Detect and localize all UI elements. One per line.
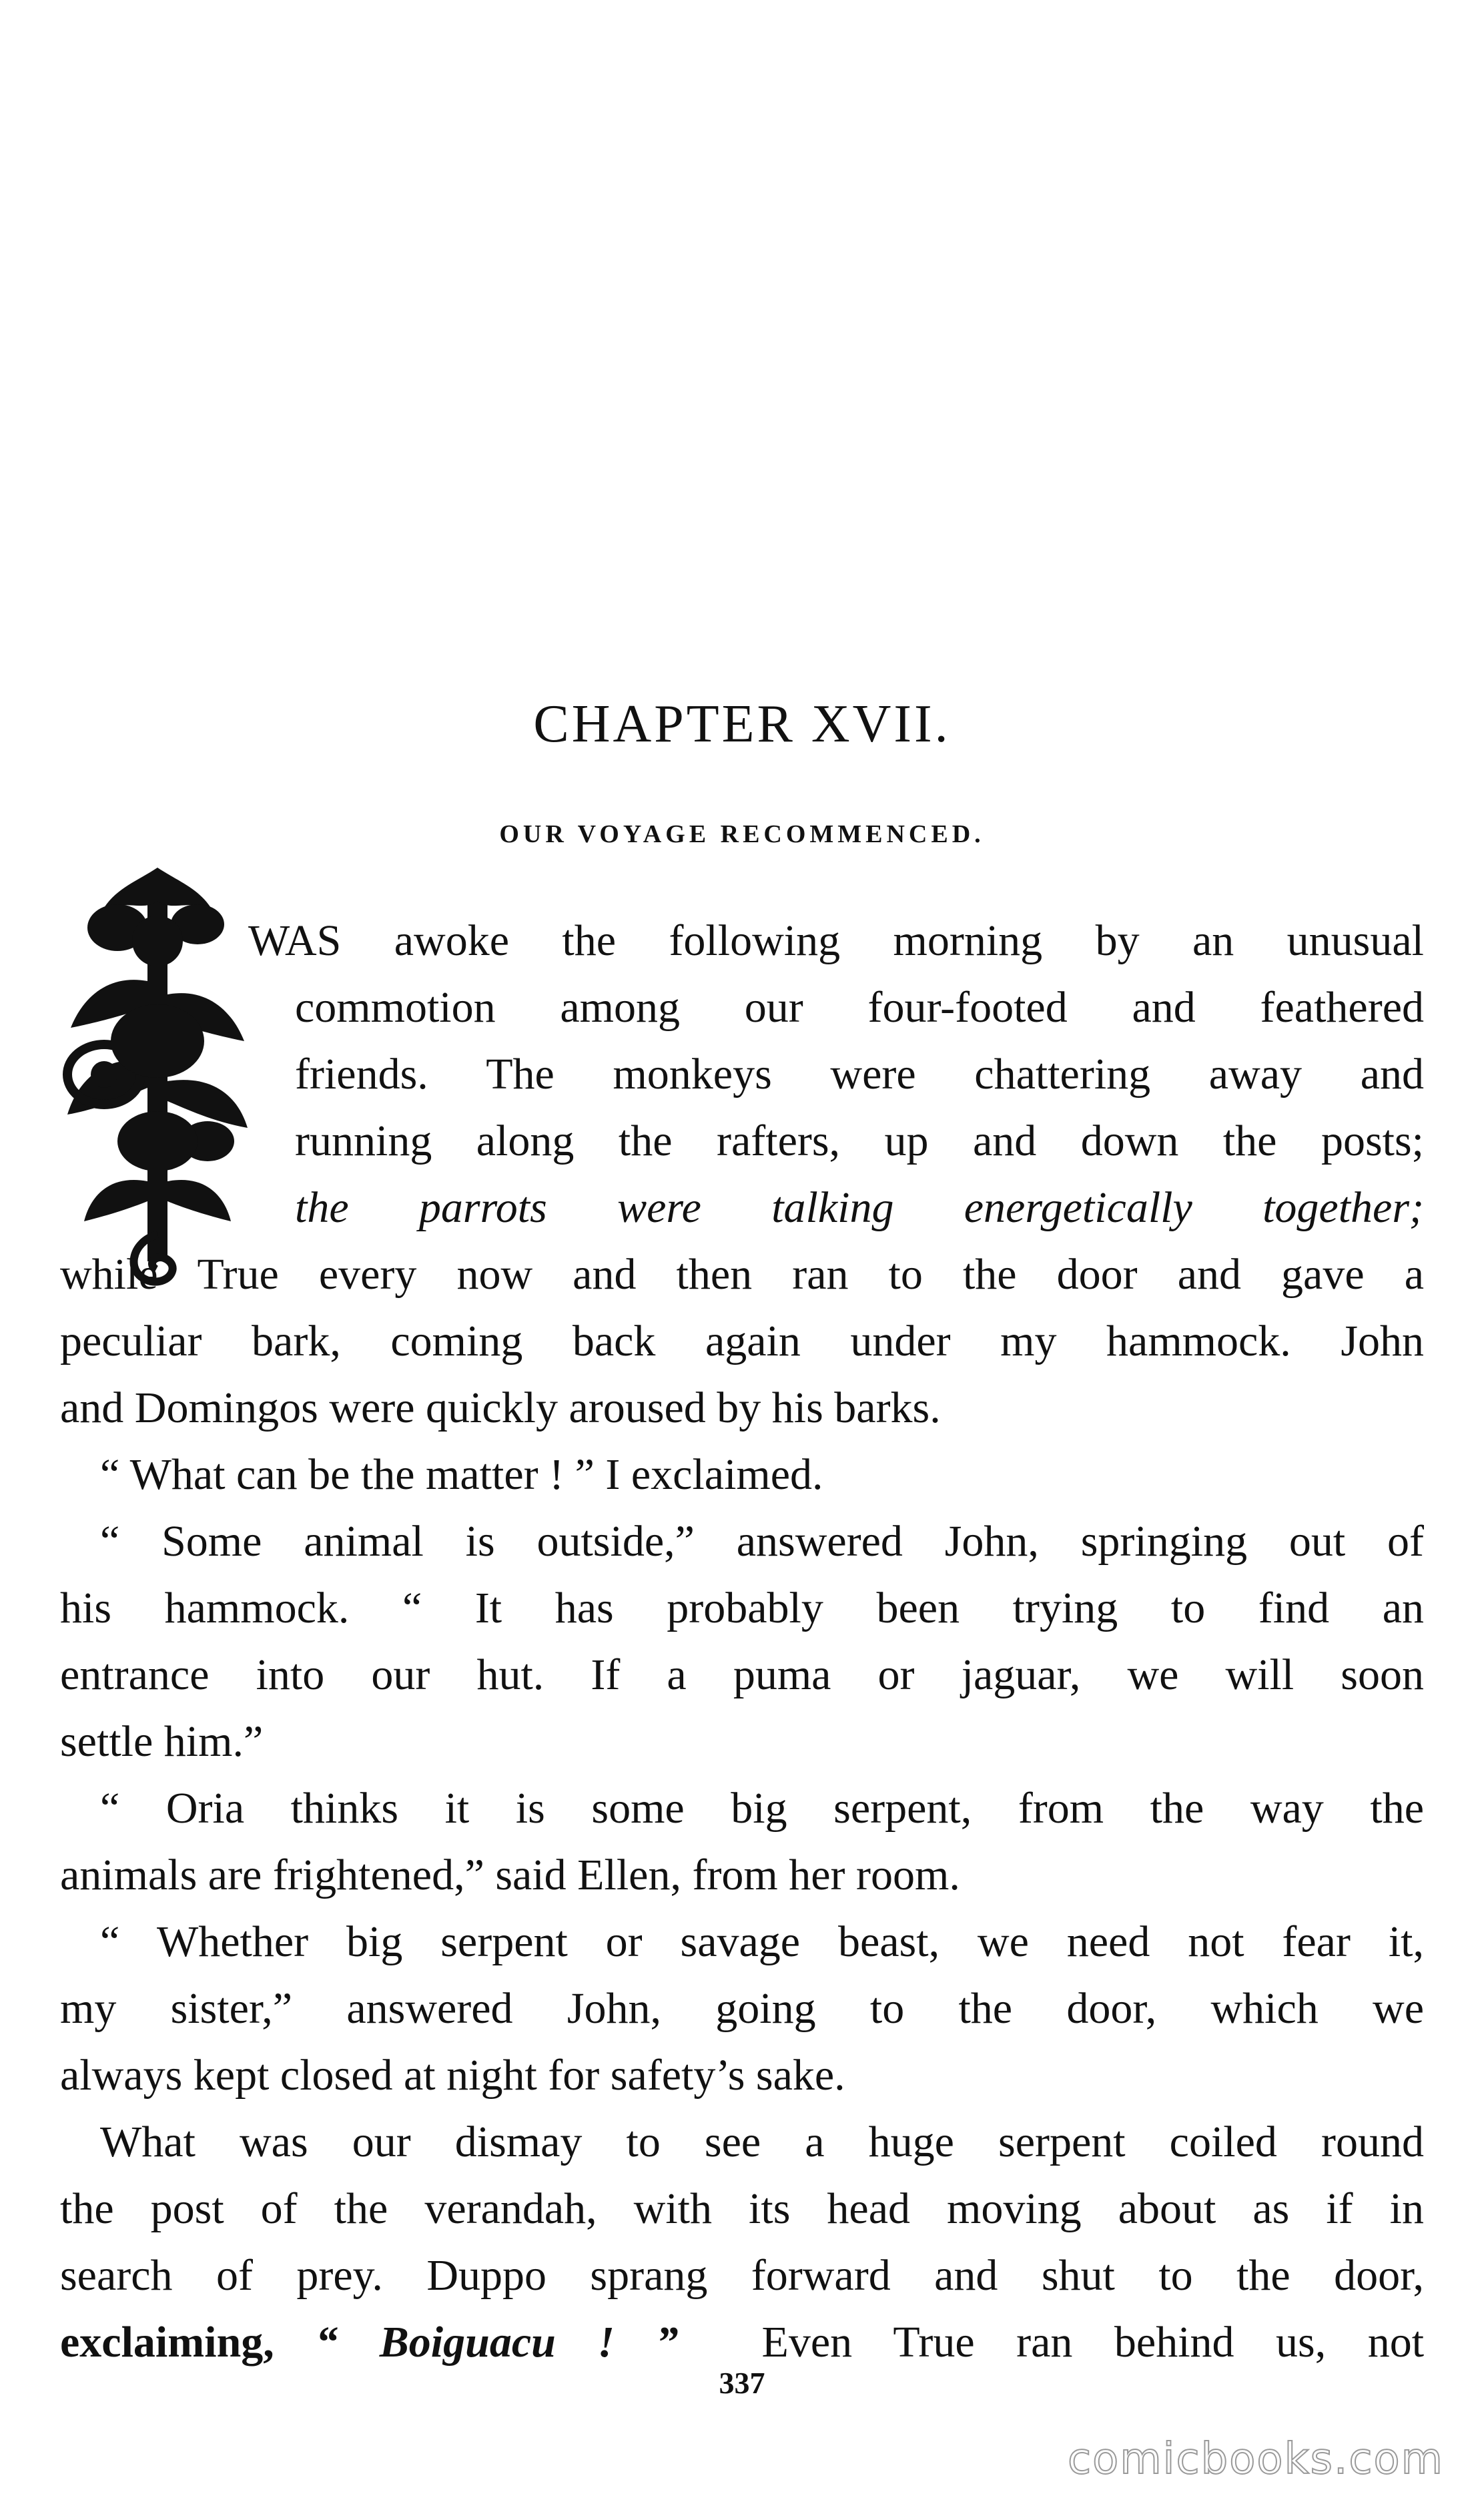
paragraph-4 — [60, 1775, 1424, 1909]
text-fragment: Even True ran behind us, not — [761, 2318, 1425, 2367]
chapter-subtitle: OUR VOYAGE RECOMMENCED. — [499, 820, 985, 848]
text-line: What was our dismay to see a huge serpent coiled round — [100, 2118, 1424, 2166]
text-fragment: exclaiming, — [60, 2318, 274, 2367]
text-line: settle him.” — [60, 1717, 264, 1766]
text-line: entrance into our hut. If a puma or jaguar, we will soon — [60, 1650, 1424, 1699]
text-line: search of prey. Duppo sprang forward and shut to the door, — [60, 2251, 1424, 2300]
watermark-logo: comicbooks.com — [1067, 2435, 1444, 2484]
paragraph-3 — [60, 1508, 1424, 1775]
text-line: WAS awoke the following morning by an unusual — [248, 916, 1424, 965]
paragraph-1 — [60, 908, 1424, 1442]
chapter-title: CHAPTER XVII. — [533, 695, 951, 753]
paragraph-5 — [60, 1909, 1424, 2109]
text-line: always kept closed at night for safety’s sake. — [60, 2051, 845, 2100]
text-line: while True every now and then ran to the door and gave a — [60, 1250, 1424, 1299]
text-line: animals are frightened,” said Ellen, from her room. — [60, 1851, 960, 1899]
text-line: and Domingos were quickly aroused by his barks. — [60, 1383, 941, 1432]
page-number: 337 — [719, 2366, 765, 2400]
text-line: “ Oria thinks it is some big serpent, from the way the — [100, 1784, 1424, 1833]
paragraph-2 — [60, 1442, 1424, 1508]
text-line: “ What can be the matter ! ” I exclaimed. — [100, 1450, 823, 1499]
text-line: “ Some animal is outside,” answered John, springing out of — [100, 1517, 1424, 1566]
text-line: commotion among our four-footed and feathered — [295, 983, 1424, 1032]
text-line: running along the rafters, up and down the posts; — [295, 1117, 1424, 1165]
paragraph-6 — [60, 2109, 1424, 2376]
text-line: the post of the verandah, with its head moving about as if in — [60, 2184, 1424, 2233]
text-line: his hammock. “ It has probably been trying to find an — [60, 1584, 1424, 1632]
text-line: my sister,” answered John, going to the door, which we — [60, 1984, 1424, 2033]
text-line: the parrots were talking energetically together; — [295, 1183, 1424, 1232]
text-line: friends. The monkeys were chattering away and — [295, 1050, 1424, 1099]
italic-word: “ Boiguacu ! ” — [316, 2318, 679, 2367]
text-line: peculiar bark, coming back again under my hammock. John — [60, 1317, 1424, 1365]
text-line: “ Whether big serpent or savage beast, we need not fear it, — [100, 1917, 1424, 1966]
